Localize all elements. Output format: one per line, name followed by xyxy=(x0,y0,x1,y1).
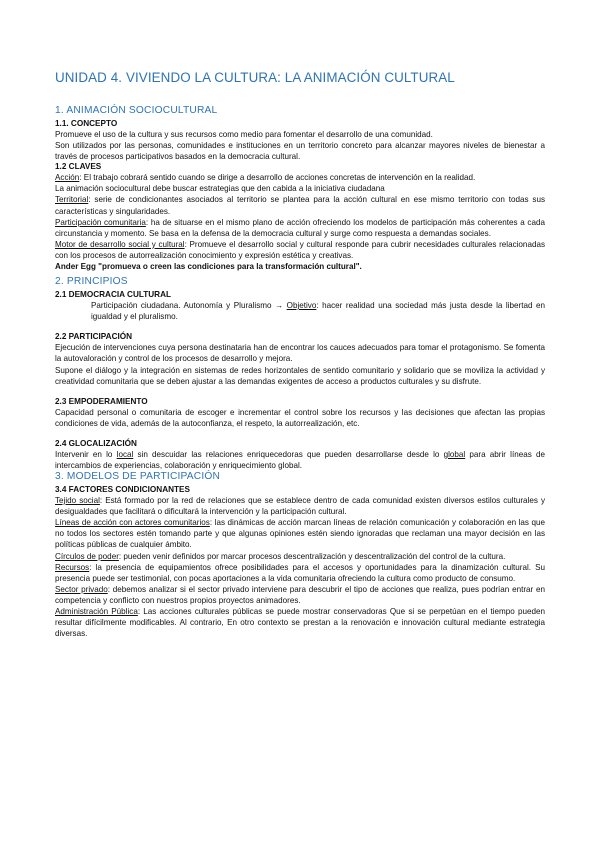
lineas-term: Líneas de acción con actores comunitarios xyxy=(55,518,210,528)
democracia-text-b: : hacer realidad una sociedad más justa desde la libertad en igualdad y el pluralismo. xyxy=(91,301,545,322)
motor-text: : Promueve el desarrollo social y cultural responde para cubrir necesidades culturales relacionadas con los procesos de autorrealización conocimiento y expresión estética y creativas. xyxy=(55,239,545,260)
circulos-term: Círculos de poder xyxy=(55,551,119,561)
admin-term: Administración Pública xyxy=(55,607,138,616)
admin-paragraph xyxy=(55,606,545,639)
territorial-paragraph xyxy=(55,194,545,216)
lineas-paragraph xyxy=(55,517,545,550)
local-term: local xyxy=(116,449,134,459)
democracia-text-a: Participación ciudadana. Autonomía y Pluralismo → xyxy=(91,301,287,311)
participacion-term: Participación comunitaria xyxy=(55,217,146,227)
lineas-text: : las dinámicas de acción marcan líneas de relación comunicación y colaboración en las que no todos los sectores estén tomando parte y que algunas opiniones estén siendo ignoradas que reclaman una mayor decisión en las políticas públicas de cualquier ámbito. xyxy=(55,518,545,550)
global-term: global xyxy=(443,449,466,459)
admin-text: : Las acciones culturales públicas se puede mostrar conservadoras Que si se perpetúan en el tiempo pueden resultar difícilmente modificables. Al contrario, En otro contexto se prestan a la renovación e innovación cultural mediante estrategia diversas. xyxy=(55,607,546,639)
document-body xyxy=(55,70,545,639)
territorial-term: Territorial xyxy=(55,195,89,205)
glocal-text-b: sin descuidar las relaciones enriquecedoras que pueden desarrollarse desde lo xyxy=(133,449,444,459)
empoderamiento-paragraph: Capacidad personal o comunitaria de escoger e incrementar el control sobre los recursos y las decisiones que afectan las propias condiciones de vida, además de la autoconfianza, el respeto, la autorrealización, etc. xyxy=(55,407,545,428)
concepto-heading: 1.1. CONCEPTO xyxy=(55,119,118,128)
objetivo-term: Objetivo xyxy=(286,301,317,311)
section-1-heading: 1. ANIMACIÓN SOCIOCULTURAL xyxy=(55,105,218,116)
circulos-paragraph xyxy=(55,551,545,562)
spacer xyxy=(55,387,545,397)
recursos-text: : la presencia de equipamientos ofrece posibilidades para el accesos y oportunidades para la dinamización cultural. Su presencia puede ser testimonial, con pocas aportaciones a la vida comunitaria ofreciendo la cultura como producto de consumo. xyxy=(55,562,545,583)
document-title: UNIDAD 4. VIVIENDO LA CULTURA: LA ANIMACIÓN CULTURAL xyxy=(55,70,455,85)
accion-term: Acción xyxy=(55,173,80,183)
participacion-paragraph-1: Ejecución de intervenciones cuya persona destinataria han de encontrar los cauces adecuados para tomar el protagonismo. Se fomenta la autovaloración y control de los procesos de desarrollo y mejora. xyxy=(55,343,545,364)
glocal-text-a: Intervenir en lo xyxy=(55,449,117,459)
circulos-text: : pueden venir definidos por marcar procesos descentralización y descentralización del control de la cultura. xyxy=(118,551,506,561)
factores-heading: 3.4 FACTORES CONDICIONANTES xyxy=(55,485,190,495)
spacer xyxy=(55,322,545,332)
glocalizacion-paragraph xyxy=(55,449,545,471)
participacion-paragraph-2: Supone el diálogo y la integración en sistemas de redes horizontales de sentido comunitario y solidario que se moviliza la actividad y creatividad comunitaria que se deben ajustar a las demandas exigentes de acceso a productos culturales y su disfrute. xyxy=(55,365,545,386)
glocal-text-c: para abrir líneas de intercambios de experiencias, colaboración y enriquecimiento global. xyxy=(55,449,545,470)
section-2-heading: 2. PRINCIPIOS xyxy=(55,276,128,288)
recursos-paragraph xyxy=(55,562,545,584)
concepto-paragraph-1: Promueve el uso de la cultura y sus recursos como medio para fomentar el desarrollo de una comunidad. xyxy=(55,130,433,139)
tejido-paragraph xyxy=(55,495,545,517)
animacion-paragraph: La animación sociocultural debe buscar estrategias que den cabida a la iniciativa ciudadana xyxy=(55,184,385,194)
privado-paragraph xyxy=(55,584,545,606)
tejido-term: Tejido social xyxy=(55,496,100,506)
glocalizacion-heading: 2.4 GLOCALIZACIÓN xyxy=(55,438,137,448)
motor-term: Motor de desarrollo social y cultural xyxy=(55,239,185,249)
claves-heading: 1.2 CLAVES xyxy=(55,162,102,172)
spacer xyxy=(55,429,545,439)
democracia-paragraph xyxy=(55,300,545,322)
participacion-text: : ha de situarse en el mismo plano de acción ofreciendo los modelos de participación más coherentes a cada circunstancia y momento. Se basa en la defensa de la democracia cultural y surge como respuesta a demandas sociales. xyxy=(55,217,545,238)
participacion-paragraph xyxy=(55,217,545,239)
privado-text: : debemos analizar si el sector privado interviene para descubrir el tipo de acciones que realiza, pues podrían entrar en competencia y conflicto con nuestros propios proyectos animadores. xyxy=(55,584,546,605)
privado-term: Sector privado xyxy=(55,584,108,594)
concepto-paragraph-2: Son utilizados por las personas, comunidades e instituciones en un territorio concreto para alcanzar mayores niveles de bienestar a través de procesos participativos basados en la democracia cultural. xyxy=(55,141,545,162)
participacion-heading: 2.2 PARTICIPACIÓN xyxy=(55,332,133,342)
tejido-text: : Está formado por la red de relaciones que se establece dentro de cada comunidad existen diversos estilos culturales y desigualdades que facilitará o dificultará la intervención y la participación cultural. xyxy=(55,496,545,517)
recursos-term: Recursos xyxy=(55,562,90,572)
democracia-heading: 2.1 DEMOCRACIA CULTURAL xyxy=(55,290,171,300)
accion-text: : El trabajo cobrará sentido cuando se dirige a desarrollo de acciones concretas de intervención en la realidad. xyxy=(79,173,476,183)
section-3-heading: 3. MODELOS DE PARTICIPACIÓN xyxy=(55,471,221,483)
ander-egg-quote: Ander Egg "promueva o creen las condiciones para la transformación cultural". xyxy=(55,262,362,272)
motor-paragraph xyxy=(55,239,545,261)
empoderamiento-heading: 2.3 EMPODERAMIENTO xyxy=(55,396,148,406)
territorial-text: : serie de condicionantes asociados al territorio se plantea para la acción cultural en ese mismo territorio con todas sus características y singularidades. xyxy=(55,195,545,216)
accion-paragraph xyxy=(55,172,545,183)
